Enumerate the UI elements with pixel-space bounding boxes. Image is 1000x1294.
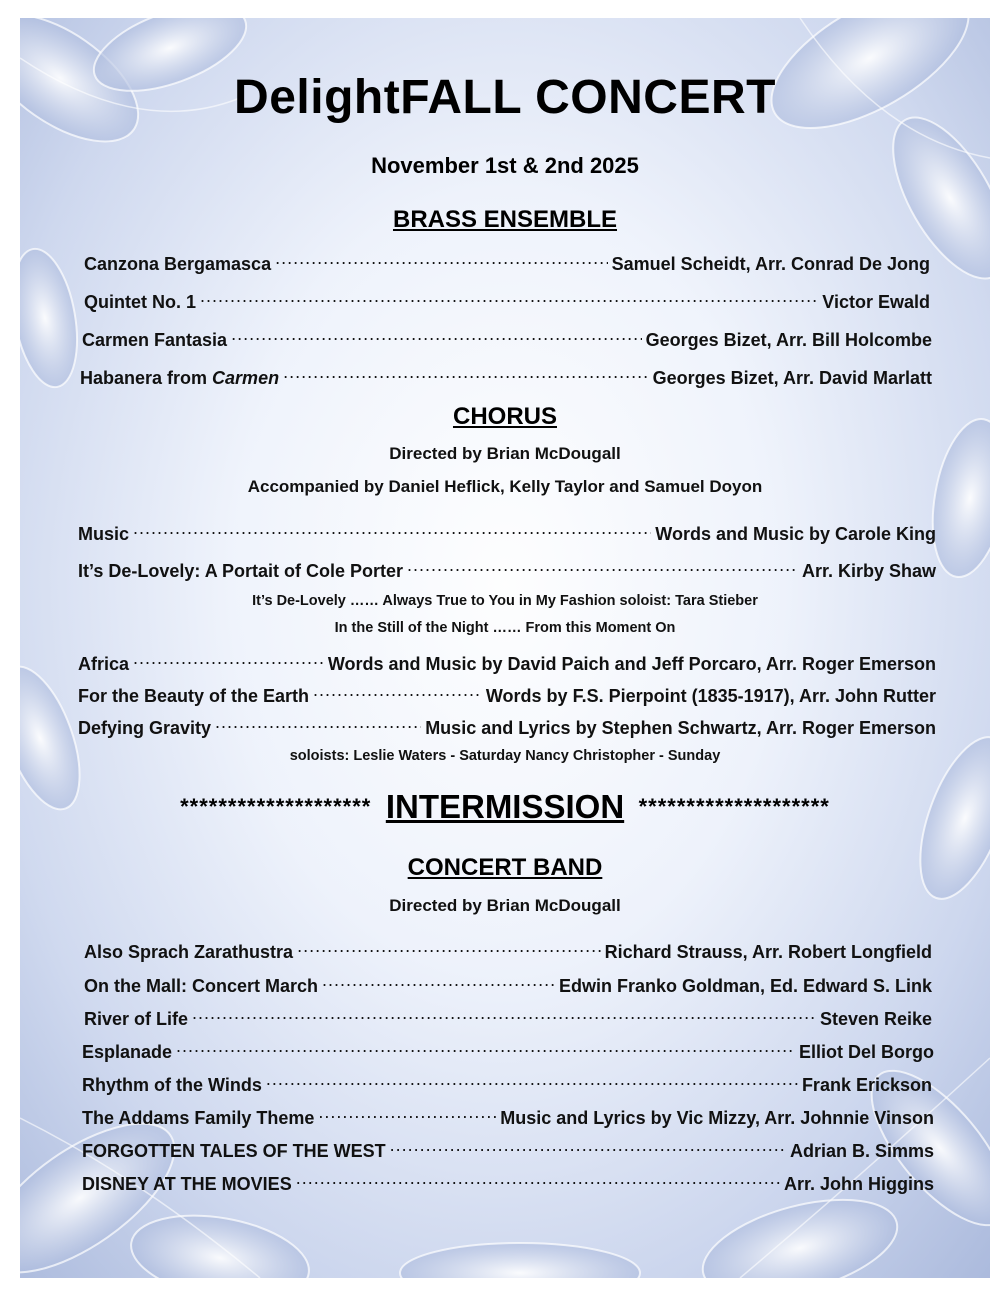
program-item	[84, 1005, 932, 1030]
chorus-heading: CHORUS	[452, 403, 557, 430]
piece-title: Habanera from Carmen	[80, 367, 280, 388]
program-item	[78, 557, 936, 582]
piece-title: Also Sprach Zarathustra	[84, 941, 294, 962]
program-item	[82, 1170, 934, 1195]
program-item	[84, 972, 932, 997]
program-item	[78, 650, 936, 675]
piece-title: For the Beauty of the Earth	[78, 685, 310, 706]
dot-leader	[200, 288, 818, 308]
piece-title: DISNEY AT THE MOVIES	[82, 1173, 292, 1194]
piece-credit: Adrian B. Simms	[789, 1140, 934, 1161]
chorus-director: Directed by Brian McDougall	[389, 444, 621, 463]
dot-leader	[313, 682, 482, 702]
chorus-accompanists: Accompanied by Daniel Heflick, Kelly Taylor and Samuel Doyon	[247, 477, 763, 496]
piece-credit: Elliot Del Borgo	[799, 1041, 934, 1062]
program-item	[82, 1038, 934, 1063]
piece-title: Carmen Fantasia	[82, 329, 228, 350]
piece-title: River of Life	[84, 1008, 189, 1029]
piece-credit: Words by F.S. Pierpoint (1835-1917), Arr. John Rutter	[485, 685, 936, 706]
dot-leader	[407, 557, 798, 577]
program-item	[84, 250, 930, 275]
piece-title: Esplanade	[82, 1041, 173, 1062]
piece-credit: Arr. Kirby Shaw	[801, 560, 936, 581]
piece-title-italic: Carmen	[212, 367, 280, 388]
brass-ensemble-heading: BRASS ENSEMBLE	[392, 206, 618, 233]
piece-title: Defying Gravity	[78, 717, 212, 738]
piece-title: FORGOTTEN TALES OF THE WEST	[82, 1140, 386, 1161]
program-item	[82, 1071, 932, 1096]
concert-dates: November 1st & 2nd 2025	[371, 153, 639, 178]
piece-credit: Victor Ewald	[822, 291, 930, 312]
dot-leader	[318, 1104, 496, 1124]
program-item	[78, 714, 936, 739]
dot-leader	[390, 1137, 786, 1157]
concert-title: DelightFALL CONCERT	[234, 71, 776, 124]
piece-credit: Georges Bizet, Arr. Bill Holcombe	[645, 329, 932, 350]
piece-title: Rhythm of the Winds	[82, 1074, 262, 1095]
piece-title: On the Mall: Concert March	[84, 975, 319, 996]
band-director: Directed by Brian McDougall	[389, 896, 621, 915]
piece-title: The Addams Family Theme	[82, 1107, 315, 1128]
piece-credit: Frank Erickson	[801, 1074, 932, 1095]
piece-credit: Music and Lyrics by Vic Mizzy, Arr. Johnnie Vinson	[500, 1107, 934, 1128]
intermission-banner	[20, 788, 990, 826]
soloists-line: soloists: Leslie Waters - Saturday Nancy Christopher - Sunday	[289, 748, 721, 764]
dot-leader	[133, 520, 651, 540]
piece-title: It’s De-Lovely: A Portait of Cole Porter	[78, 560, 404, 581]
concert-band-heading: CONCERT BAND	[407, 854, 603, 881]
piece-credit: Samuel Scheidt, Arr. Conrad De Jong	[611, 253, 930, 274]
program-item	[82, 1104, 934, 1129]
dot-leader	[296, 1170, 780, 1190]
dot-leader	[275, 250, 608, 270]
medley-line: In the Still of the Night …… From this Moment On	[334, 620, 676, 636]
program-item	[78, 520, 936, 545]
piece-credit: Georges Bizet, Arr. David Marlatt	[652, 367, 932, 388]
program-item	[82, 326, 932, 351]
stars-left: ********************	[180, 794, 372, 819]
dot-leader	[231, 326, 642, 346]
dot-leader	[297, 938, 601, 958]
program-item	[84, 938, 932, 963]
medley-line: It’s De-Lovely …… Always True to You in My Fashion soloist: Tara Stieber	[252, 593, 758, 609]
piece-title: Canzona Bergamasca	[84, 253, 272, 274]
dot-leader	[215, 714, 421, 734]
piece-credit: Edwin Franko Goldman, Ed. Edward S. Link	[558, 975, 932, 996]
dot-leader	[283, 364, 649, 384]
piece-title: Africa	[78, 653, 130, 674]
piece-credit: Steven Reike	[819, 1008, 932, 1029]
piece-credit: Arr. John Higgins	[783, 1173, 934, 1194]
piece-title: Quintet No. 1	[84, 291, 196, 312]
dot-leader	[133, 650, 324, 670]
dot-leader	[176, 1038, 795, 1058]
intermission-label: INTERMISSION	[385, 788, 625, 825]
piece-credit: Richard Strauss, Arr. Robert Longfield	[604, 941, 932, 962]
program-item	[82, 1137, 934, 1162]
dot-leader	[322, 972, 555, 992]
piece-title: Music	[78, 523, 130, 544]
piece-credit: Music and Lyrics by Stephen Schwartz, Arr. Roger Emerson	[425, 717, 936, 738]
program-item	[78, 682, 936, 707]
program-page	[20, 18, 990, 1278]
piece-credit: Words and Music by David Paich and Jeff Porcaro, Arr. Roger Emerson	[327, 653, 936, 674]
stars-right: ********************	[638, 794, 830, 819]
program-item	[84, 288, 930, 313]
piece-credit: Words and Music by Carole King	[655, 523, 936, 544]
dot-leader	[192, 1005, 816, 1025]
dot-leader	[266, 1071, 798, 1091]
program-item	[80, 364, 932, 389]
